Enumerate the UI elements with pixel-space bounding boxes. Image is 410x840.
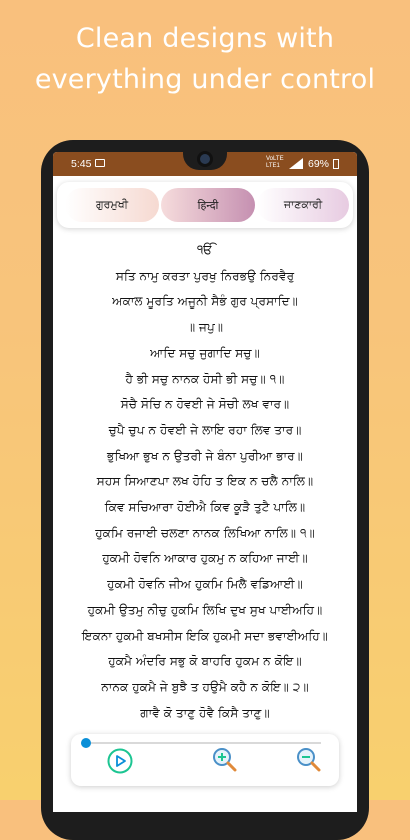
text-line: ਕਿਵ ਸਚਿਆਰਾ ਹੋਈਐ ਕਿਵ ਕੂੜੈ ਤੁਟੈ ਪਾਲਿ॥ bbox=[104, 500, 306, 515]
progress-track[interactable] bbox=[81, 742, 321, 744]
progress-thumb[interactable] bbox=[81, 738, 91, 748]
language-tabs bbox=[57, 182, 353, 228]
text-line: ਸੋਚੈ ਸੋਚਿ ਨ ਹੋਵਈ ਜੇ ਸੋਚੀ ਲਖ ਵਾਰ॥ bbox=[120, 397, 290, 412]
text-line: ਗਾਵੈ ਕੋ ਤਾਣੁ ਹੋਵੈ ਕਿਸੈ ਤਾਣੁ॥ bbox=[140, 705, 270, 720]
battery-percent: 69% bbox=[308, 158, 330, 170]
app-screen bbox=[53, 152, 357, 812]
text-line: ਹੁਕਮੀ ਉਤਮੁ ਨੀਚੁ ਹੁਕਮਿ ਲਿਖਿ ਦੁਖ ਸੁਖ ਪਾਈਅਹਿ॥ bbox=[87, 602, 323, 617]
gallery-icon bbox=[95, 159, 105, 167]
text-line: ਹੈ ਭੀ ਸਚੁ ਨਾਨਕ ਹੋਸੀ ਭੀ ਸਚੁ॥ ੧॥ bbox=[125, 371, 285, 386]
text-line: ਸਤਿ ਨਾਮੁ ਕਰਤਾ ਪੁਰਖੁ ਨਿਰਭਉ ਨਿਰਵੈਰੁ bbox=[115, 268, 295, 283]
text-line: ਨਾਨਕ ਹੁਕਮੈ ਜੇ ਬੁਝੈ ਤ ਹਉਮੈ ਕਹੈ ਨ ਕੋਇ॥ ੨॥ bbox=[101, 679, 309, 694]
text-line: ਭੁਖਿਆ ਭੁਖ ਨ ਉਤਰੀ ਜੇ ਬੰਨਾ ਪੁਰੀਆ ਭਾਰ॥ bbox=[107, 448, 303, 463]
text-line: ਹੁਕਮੈ ਅੰਦਰਿ ਸਭੁ ਕੋ ਬਾਹਰਿ ਹੁਕਮ ਨ ਕੋਇ॥ bbox=[108, 654, 302, 669]
battery-icon bbox=[333, 159, 339, 169]
text-line: ਹੁਕਮੀ ਹੋਵਨਿ ਆਕਾਰ ਹੁਕਮੁ ਨ ਕਹਿਆ ਜਾਈ॥ bbox=[102, 551, 308, 566]
status-time: 5:45 bbox=[71, 158, 92, 170]
tab-information[interactable]: ਜਾਣਕਾਰੀ bbox=[257, 188, 349, 222]
zoom-in-icon[interactable] bbox=[211, 746, 237, 772]
text-line: ਇਕਨਾ ਹੁਕਮੀ ਬਖਸੀਸ ਇਕਿ ਹੁਕਮੀ ਸਦਾ ਭਵਾਈਅਹਿ॥ bbox=[82, 628, 328, 643]
text-line: ਆਦਿ ਸਚੁ ਜੁਗਾਦਿ ਸਚੁ॥ bbox=[150, 345, 260, 360]
front-camera bbox=[197, 151, 213, 167]
audio-player bbox=[71, 734, 339, 786]
promo-line-2: everything under control bbox=[34, 64, 376, 95]
tab-hindi[interactable]: हिन्दी bbox=[161, 188, 255, 222]
network-label bbox=[266, 156, 284, 170]
zoom-out-icon[interactable] bbox=[295, 746, 321, 772]
scripture-text bbox=[53, 238, 357, 726]
promo-line-1: Clean designs with bbox=[75, 23, 335, 54]
text-line: ੴ bbox=[197, 243, 213, 258]
text-line: ਹੁਕਮਿ ਰਜਾਈ ਚਲਣਾ ਨਾਨਕ ਲਿਖਿਆ ਨਾਲਿ॥ ੧॥ bbox=[95, 525, 315, 540]
network-top: VoLTE bbox=[266, 156, 284, 162]
tab-gurmukhi[interactable]: ਗੁਰਮੁਖੀ bbox=[65, 188, 159, 222]
play-icon[interactable] bbox=[107, 748, 133, 774]
promo-heading bbox=[0, 18, 410, 100]
text-line: ਹੁਕਮੀ ਹੋਵਨਿ ਜੀਅ ਹੁਕਮਿ ਮਿਲੈ ਵਡਿਆਈ॥ bbox=[107, 577, 303, 592]
signal-icon bbox=[289, 158, 303, 169]
text-line: ਚੁਪੈ ਚੁਪ ਨ ਹੋਵਈ ਜੇ ਲਾਇ ਰਹਾ ਲਿਵ ਤਾਰ॥ bbox=[108, 422, 302, 437]
text-line: ਸਹਸ ਸਿਆਣਪਾ ਲਖ ਹੋਹਿ ਤ ਇਕ ਨ ਚਲੈ ਨਾਲਿ॥ bbox=[96, 474, 314, 489]
text-line: ਅਕਾਲ ਮੂਰਤਿ ਅਜੂਨੀ ਸੈਭੰ ਗੁਰ ਪ੍ਰਸਾਦਿ॥ bbox=[112, 294, 298, 309]
text-line: ॥ ਜਪੁ॥ bbox=[186, 320, 224, 335]
network-bottom: LTE1 bbox=[266, 163, 280, 169]
